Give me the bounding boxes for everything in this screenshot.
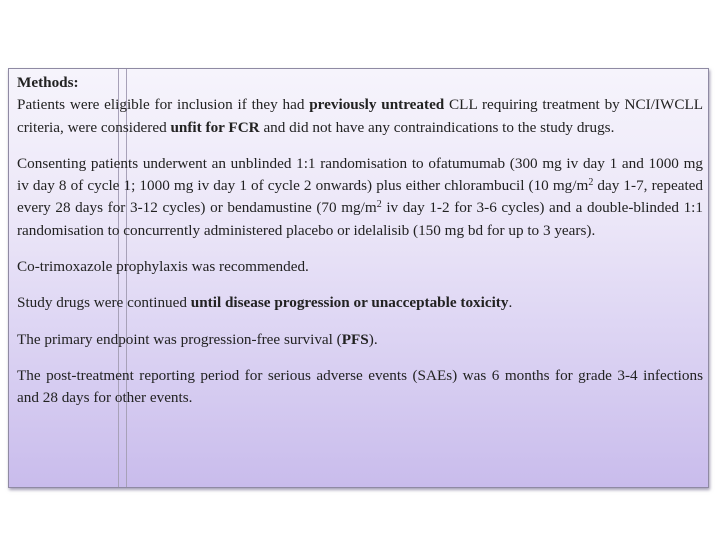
endpoint-text-1: The primary endpoint was progression-free survival ( bbox=[17, 330, 342, 348]
unfit-for-fcr-emphasis: unfit for FCR bbox=[170, 118, 260, 136]
randomisation-paragraph bbox=[17, 153, 703, 242]
endpoint-text-2: ). bbox=[368, 330, 378, 348]
pfs-emphasis: PFS bbox=[341, 330, 369, 348]
randomisation-text-1: Consenting patients underwent an unblinded 1:1 randomisation to ofatumumab (300 mg iv day 1 and 1000 mg iv day 8 of cycle 1; 1000 mg iv day 1 of cycle 2 onwards) plus either chlorambucil (10 mg/m bbox=[17, 154, 703, 195]
continuation-paragraph bbox=[17, 292, 703, 314]
progression-toxicity-emphasis: until disease progression or unacceptable toxicity bbox=[190, 294, 509, 312]
eligibility-text-3: and did not have any contraindications to the study drugs. bbox=[259, 118, 615, 136]
previously-untreated-emphasis: previously untreated bbox=[309, 96, 445, 114]
prophylaxis-paragraph: Co-trimoxazole prophylaxis was recommended. bbox=[17, 258, 309, 276]
superscript-2-second: 2 bbox=[376, 199, 382, 211]
continuation-text-1: Study drugs were continued bbox=[17, 294, 191, 312]
superscript-2-first: 2 bbox=[588, 177, 594, 189]
methods-heading: Methods: bbox=[17, 74, 79, 91]
eligibility-text-1: Patients were eligible for inclusion if they had bbox=[17, 96, 310, 114]
randomisation-text-2: day 1-7, repeated every 28 days for 3-12 cycles) or bendamustine (70 mg/m bbox=[17, 177, 704, 217]
reporting-period-paragraph: The post-treatment reporting period for serious adverse events (SAEs) was 6 months for grade 3-4 infections and 28 days for other events. bbox=[17, 366, 703, 407]
continuation-text-2: . bbox=[508, 294, 513, 312]
eligibility-paragraph bbox=[17, 94, 703, 139]
eligibility-text-2: CLL requiring treatment by NCI/IWCLL criteria, were considered bbox=[17, 96, 703, 136]
endpoint-paragraph bbox=[17, 329, 703, 351]
randomisation-text-3: iv day 1-2 for 3-6 cycles) and a double-blinded 1:1 randomisation to concurrently administered placebo or idelalisib (150 mg bd for up to 3 years). bbox=[17, 199, 703, 239]
methods-content bbox=[17, 72, 703, 410]
methods-text-box bbox=[8, 68, 709, 488]
